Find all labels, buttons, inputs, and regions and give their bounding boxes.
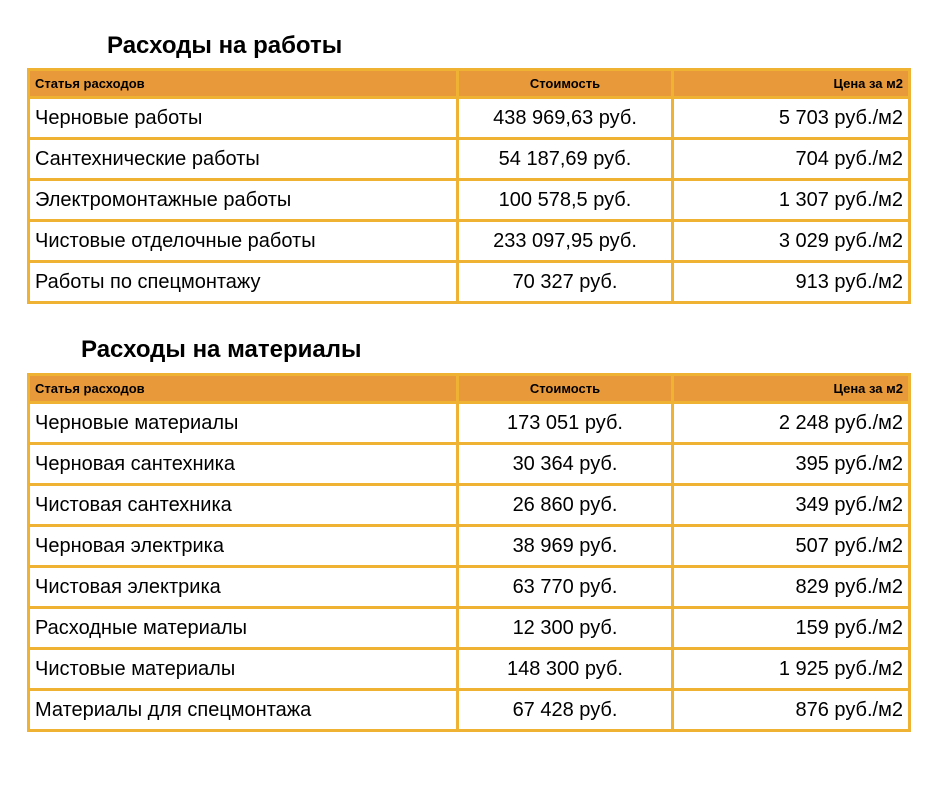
price-per-m2-cell: 5 703 руб./м2: [673, 98, 910, 139]
item-cell: Расходные материалы: [29, 608, 458, 649]
table-row: [29, 139, 910, 180]
table-row: [29, 567, 910, 608]
item-cell: Черновые материалы: [29, 403, 458, 444]
item-cell: Чистовая электрика: [29, 567, 458, 608]
item-cell: Электромонтажные работы: [29, 180, 458, 221]
table-row: [29, 526, 910, 567]
materials-expenses-table: [27, 373, 911, 732]
cost-cell: 30 364 руб.: [458, 444, 673, 485]
column-header-item: Статья расходов: [29, 70, 458, 98]
item-cell: Черновая сантехника: [29, 444, 458, 485]
cost-cell: 173 051 руб.: [458, 403, 673, 444]
price-per-m2-cell: 2 248 руб./м2: [673, 403, 910, 444]
cost-cell: 63 770 руб.: [458, 567, 673, 608]
price-per-m2-cell: 507 руб./м2: [673, 526, 910, 567]
cost-cell: 54 187,69 руб.: [458, 139, 673, 180]
cost-cell: 100 578,5 руб.: [458, 180, 673, 221]
column-header-cost: Стоимость: [458, 375, 673, 403]
table-row: [29, 485, 910, 526]
price-per-m2-cell: 876 руб./м2: [673, 690, 910, 731]
table-row: [29, 98, 910, 139]
item-cell: Черновая электрика: [29, 526, 458, 567]
cost-cell: 438 969,63 руб.: [458, 98, 673, 139]
column-header-cost: Стоимость: [458, 70, 673, 98]
price-per-m2-cell: 829 руб./м2: [673, 567, 910, 608]
price-per-m2-cell: 3 029 руб./м2: [673, 221, 910, 262]
price-per-m2-cell: 1 925 руб./м2: [673, 649, 910, 690]
table-row: [29, 403, 910, 444]
item-cell: Чистовые отделочные работы: [29, 221, 458, 262]
column-header-item: Статья расходов: [29, 375, 458, 403]
materials-section-title: Расходы на материалы: [81, 336, 362, 363]
table-row: [29, 690, 910, 731]
item-cell: Черновые работы: [29, 98, 458, 139]
item-cell: Сантехнические работы: [29, 139, 458, 180]
item-cell: Работы по спецмонтажу: [29, 262, 458, 303]
price-per-m2-cell: 704 руб./м2: [673, 139, 910, 180]
price-per-m2-cell: 1 307 руб./м2: [673, 180, 910, 221]
column-header-price-per-m2: Цена за м2: [673, 70, 910, 98]
item-cell: Материалы для спецмонтажа: [29, 690, 458, 731]
cost-cell: 70 327 руб.: [458, 262, 673, 303]
price-per-m2-cell: 913 руб./м2: [673, 262, 910, 303]
price-per-m2-cell: 395 руб./м2: [673, 444, 910, 485]
works-expenses-table: [27, 68, 911, 304]
price-per-m2-cell: 159 руб./м2: [673, 608, 910, 649]
table-row: [29, 262, 910, 303]
table-row: [29, 180, 910, 221]
cost-cell: 38 969 руб.: [458, 526, 673, 567]
table-header-row: [29, 70, 910, 98]
works-section-title: Расходы на работы: [107, 32, 343, 59]
table-row: [29, 649, 910, 690]
column-header-price-per-m2: Цена за м2: [673, 375, 910, 403]
cost-cell: 67 428 руб.: [458, 690, 673, 731]
cost-cell: 233 097,95 руб.: [458, 221, 673, 262]
item-cell: Чистовая сантехника: [29, 485, 458, 526]
item-cell: Чистовые материалы: [29, 649, 458, 690]
table-row: [29, 444, 910, 485]
cost-cell: 148 300 руб.: [458, 649, 673, 690]
cost-cell: 12 300 руб.: [458, 608, 673, 649]
price-per-m2-cell: 349 руб./м2: [673, 485, 910, 526]
table-header-row: [29, 375, 910, 403]
table-row: [29, 221, 910, 262]
table-row: [29, 608, 910, 649]
cost-cell: 26 860 руб.: [458, 485, 673, 526]
